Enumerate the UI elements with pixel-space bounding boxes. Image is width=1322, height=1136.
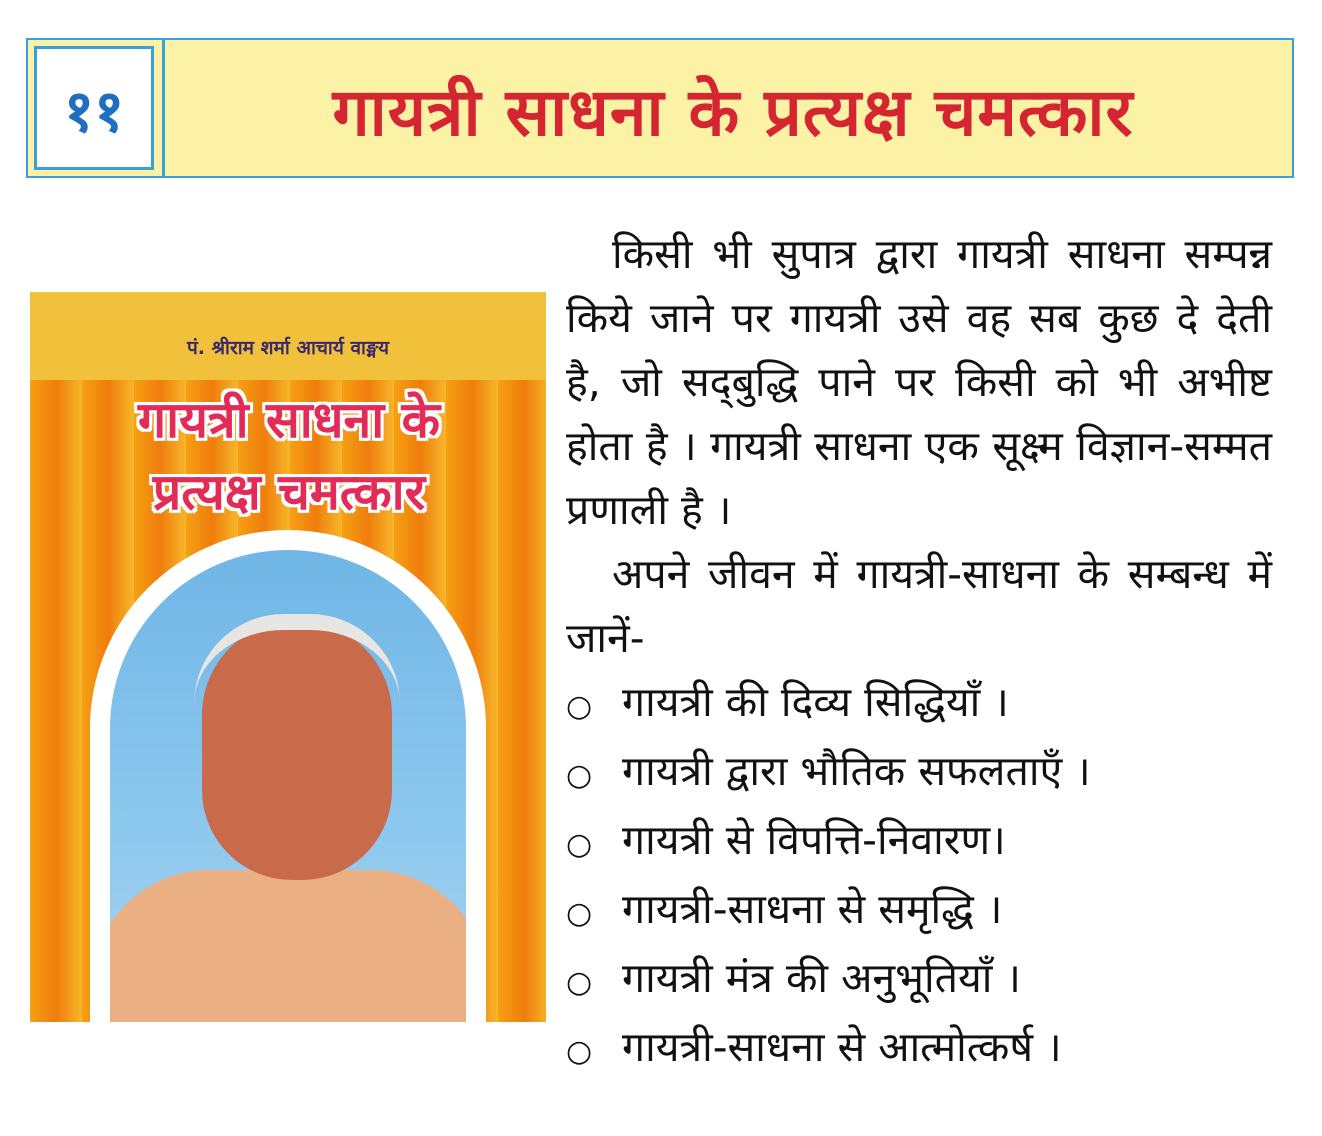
bullet-icon: ○ [566,1034,593,1069]
cover-title-line-2: प्रत्यक्ष चमत्कार [152,463,426,521]
list-item [566,946,1272,1015]
list-item-text: गायत्री द्वारा भौतिक सफलताएँ । [622,747,1091,795]
list-item-text: गायत्री-साधना से आत्मोत्कर्ष । [622,1023,1062,1071]
bullet-icon: ○ [566,689,593,724]
cover-author: पं. श्रीराम शर्मा आचार्य वाङ्मय [186,337,390,359]
cover-title [64,384,514,528]
topic-list [566,670,1272,1084]
description [566,222,1272,1084]
bullet-icon: ○ [566,758,593,793]
list-item [566,739,1272,808]
list-item [566,670,1272,739]
list-item [566,1015,1272,1084]
paragraph-1: किसी भी सुपात्र द्वारा गायत्री साधना सम्पन्न किये जाने पर गायत्री उसे वह सब कुछ दे देती है, जो सद्‍बुद्धि पाने पर किसी को भी अभीष्ट होता है । गायत्री साधना एक सूक्ष्म विज्ञान-सम्मत प्रणाली है । [566,230,1272,534]
header-banner [26,38,1294,178]
portrait-hair [194,614,400,704]
author-portrait [110,550,466,1022]
bullet-icon: ○ [566,827,593,862]
list-item-text: गायत्री से विपत्ति-निवारण। [622,816,1006,864]
bullet-icon: ○ [566,965,593,1000]
cover-title-line-1: गायत्री साधना के [137,391,441,449]
header-divider [162,40,165,176]
list-item-text: गायत्री-साधना से समृद्धि । [622,885,1003,933]
chapter-number: ११ [34,46,154,170]
list-item [566,877,1272,946]
page-title: गायत्री साधना के प्रत्यक्ष चमत्कार [332,74,1134,151]
bullet-icon: ○ [566,896,593,931]
paragraph-2: अपने जीवन में गायत्री-साधना के सम्बन्ध में जानें- [566,550,1272,662]
list-item-text: गायत्री मंत्र की अनुभूतियाँ । [622,954,1021,1002]
portrait-shirt [110,870,466,1022]
list-item-text: गायत्री की दिव्य सिद्धियाँ । [622,678,1009,726]
book-cover-image [30,292,546,1022]
list-item [566,808,1272,877]
